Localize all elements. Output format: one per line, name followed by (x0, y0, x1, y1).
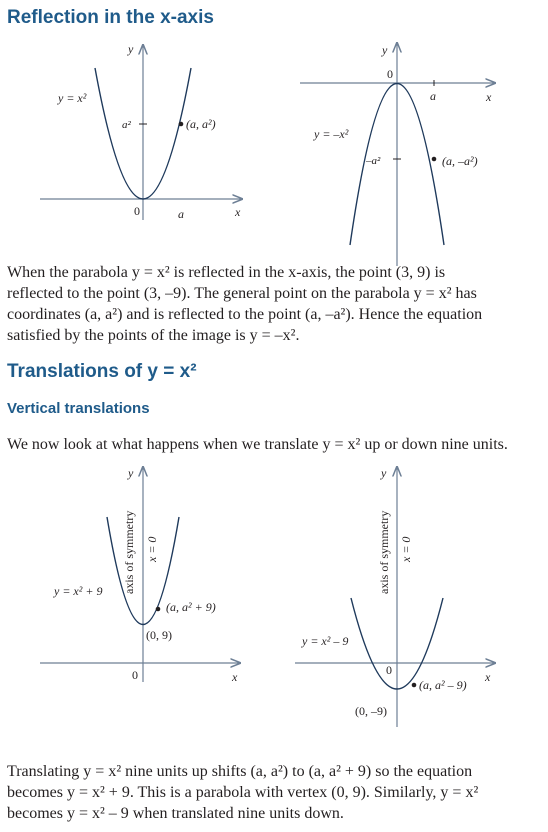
graph-y-equals-x-squared-plus-9 (40, 466, 240, 684)
subsection-heading-vertical: Vertical translations (7, 400, 150, 417)
graph-y-equals-x-squared-minus-9 (295, 466, 495, 727)
section-heading-translations: Translations of y = x² (7, 361, 197, 382)
a-squared-label: a² (122, 119, 131, 131)
x-axis-label: x (486, 90, 492, 104)
paragraph-line: satisfied by the points of the image is y = –x². (7, 327, 300, 344)
equation-label: y = x² (58, 91, 87, 105)
graph-y-equals-x-squared (40, 42, 242, 221)
graph-y-equals-negative-x-squared (300, 43, 495, 266)
point-marker (432, 157, 437, 162)
point-marker (156, 607, 161, 612)
point-marker (412, 683, 417, 688)
vertical-intro-paragraph (7, 434, 537, 455)
a-tick-label: a (178, 207, 184, 221)
paragraph-line: becomes y = x² – 9 when translated nine units down. (7, 805, 344, 822)
point-marker (179, 122, 184, 127)
y-axis-label: y (128, 466, 134, 480)
equation-label: y = x² + 9 (54, 584, 103, 598)
summary-paragraph (7, 761, 537, 824)
axis-of-symmetry-label: axis of symmetry (122, 510, 136, 594)
origin-label: 0 (132, 668, 138, 682)
x-axis-label: x (485, 670, 491, 684)
paragraph-line: coordinates (a, a²) and is reflected to the point (a, –a²). Hence the equation (7, 306, 483, 323)
axis-equation-label: x = 0 (145, 536, 159, 562)
neg-a-squared-label: –a² (366, 155, 381, 167)
paragraph-line: Translating y = x² nine units up shifts (a, a²) to (a, a² + 9) so the equation (7, 763, 473, 780)
vertex-label: (0, 9) (146, 628, 172, 642)
section-heading-reflection: Reflection in the x-axis (7, 7, 214, 28)
equation-label: y = x² – 9 (302, 634, 349, 648)
paragraph-line: reflected to the point (3, –9). The general point on the parabola y = x² has (7, 285, 477, 302)
point-label: (a, a²) (186, 117, 216, 131)
point-label: (a, a² – 9) (419, 678, 467, 692)
a-tick-label: a (430, 89, 436, 103)
paragraph-line: When the parabola y = x² is reflected in the x-axis, the point (3, 9) is (7, 264, 446, 281)
origin-label: 0 (134, 204, 140, 218)
x-axis-label: x (235, 205, 241, 219)
axis-equation-label: x = 0 (399, 536, 413, 562)
reflection-graphs (0, 40, 548, 270)
reflection-paragraph (7, 262, 537, 346)
origin-label: 0 (386, 663, 392, 677)
x-axis-label: x (232, 670, 238, 684)
y-axis-label: y (382, 43, 388, 57)
axis-of-symmetry-label: axis of symmetry (377, 510, 391, 594)
y-axis-label: y (128, 42, 134, 56)
translation-graphs (0, 462, 548, 732)
origin-label: 0 (387, 67, 393, 81)
equation-label: y = –x² (314, 127, 349, 141)
point-label: (a, –a²) (442, 154, 478, 168)
vertex-label: (0, –9) (355, 704, 387, 718)
y-axis-label: y (381, 466, 387, 480)
paragraph-line: becomes y = x² + 9. This is a parabola with vertex (0, 9). Similarly, y = x² (7, 784, 479, 801)
paragraph-line: We now look at what happens when we translate y = x² up or down nine units. (7, 436, 508, 453)
point-label: (a, a² + 9) (166, 600, 216, 614)
